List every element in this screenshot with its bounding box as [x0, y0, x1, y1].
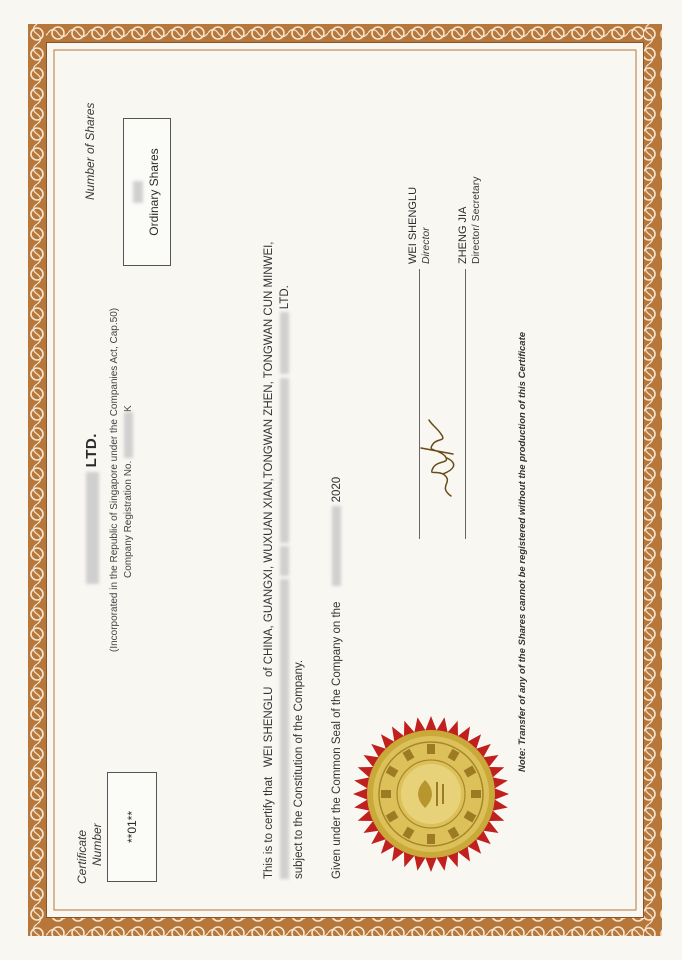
company-registration: Company Registration No. K — [123, 405, 134, 578]
redacted-registration-number — [124, 412, 133, 458]
certificate-number-label: Certificate Number — [75, 823, 104, 884]
holder-address: of CHINA, GUANGXI, WUXUAN XIAN,TONGWAN ZHEN, TONGWAN CUN MINWEI, — [263, 241, 275, 678]
seal-given-line: Given under the Common Seal of the Company on the 2020 — [331, 476, 343, 879]
secretary-signature-line — [465, 269, 466, 539]
transfer-note: Note: Transfer of any of the Shares cannot be registered without the production of this Certificate — [517, 331, 528, 772]
signature-icon — [407, 414, 467, 504]
seal-year: 2020 — [331, 476, 343, 503]
certificate-number: **01** — [125, 810, 139, 844]
signatory-director: WEI SHENGLU Director — [407, 186, 432, 264]
incorporation-text: (Incorporated in the Republic of Singapore under the Companies Act, Cap.50) — [109, 307, 120, 652]
company-seal-icon — [351, 714, 511, 874]
redacted-share-count — [133, 181, 143, 203]
redacted-holder-details — [280, 579, 289, 879]
signatory-secretary: ZHENG JIA Director/ Secretary — [457, 176, 482, 264]
share-class: Ordinary Shares — [147, 148, 161, 236]
redacted-company-name — [86, 472, 99, 584]
certify-line-2: LTD. — [279, 285, 291, 879]
number-of-shares-label: Number of Shares — [83, 102, 97, 200]
holder-name: WEI SHENGLU — [263, 686, 275, 768]
certificate-number-box — [107, 772, 157, 882]
certify-line-1: This is to certify that WEI SHENGLU of CHINA, GUANGXI, WUXUAN XIAN,TONGWAN ZHEN, TONGWAN CUN MINWEI, — [263, 241, 275, 879]
redacted-date — [332, 506, 341, 586]
constitution-text: subject to the Constitution of the Company. — [293, 659, 305, 879]
number-of-shares-box — [123, 118, 171, 266]
certificate-content — [61, 66, 621, 894]
director-signature-line — [419, 269, 420, 539]
company-name: LTD. — [83, 433, 100, 584]
